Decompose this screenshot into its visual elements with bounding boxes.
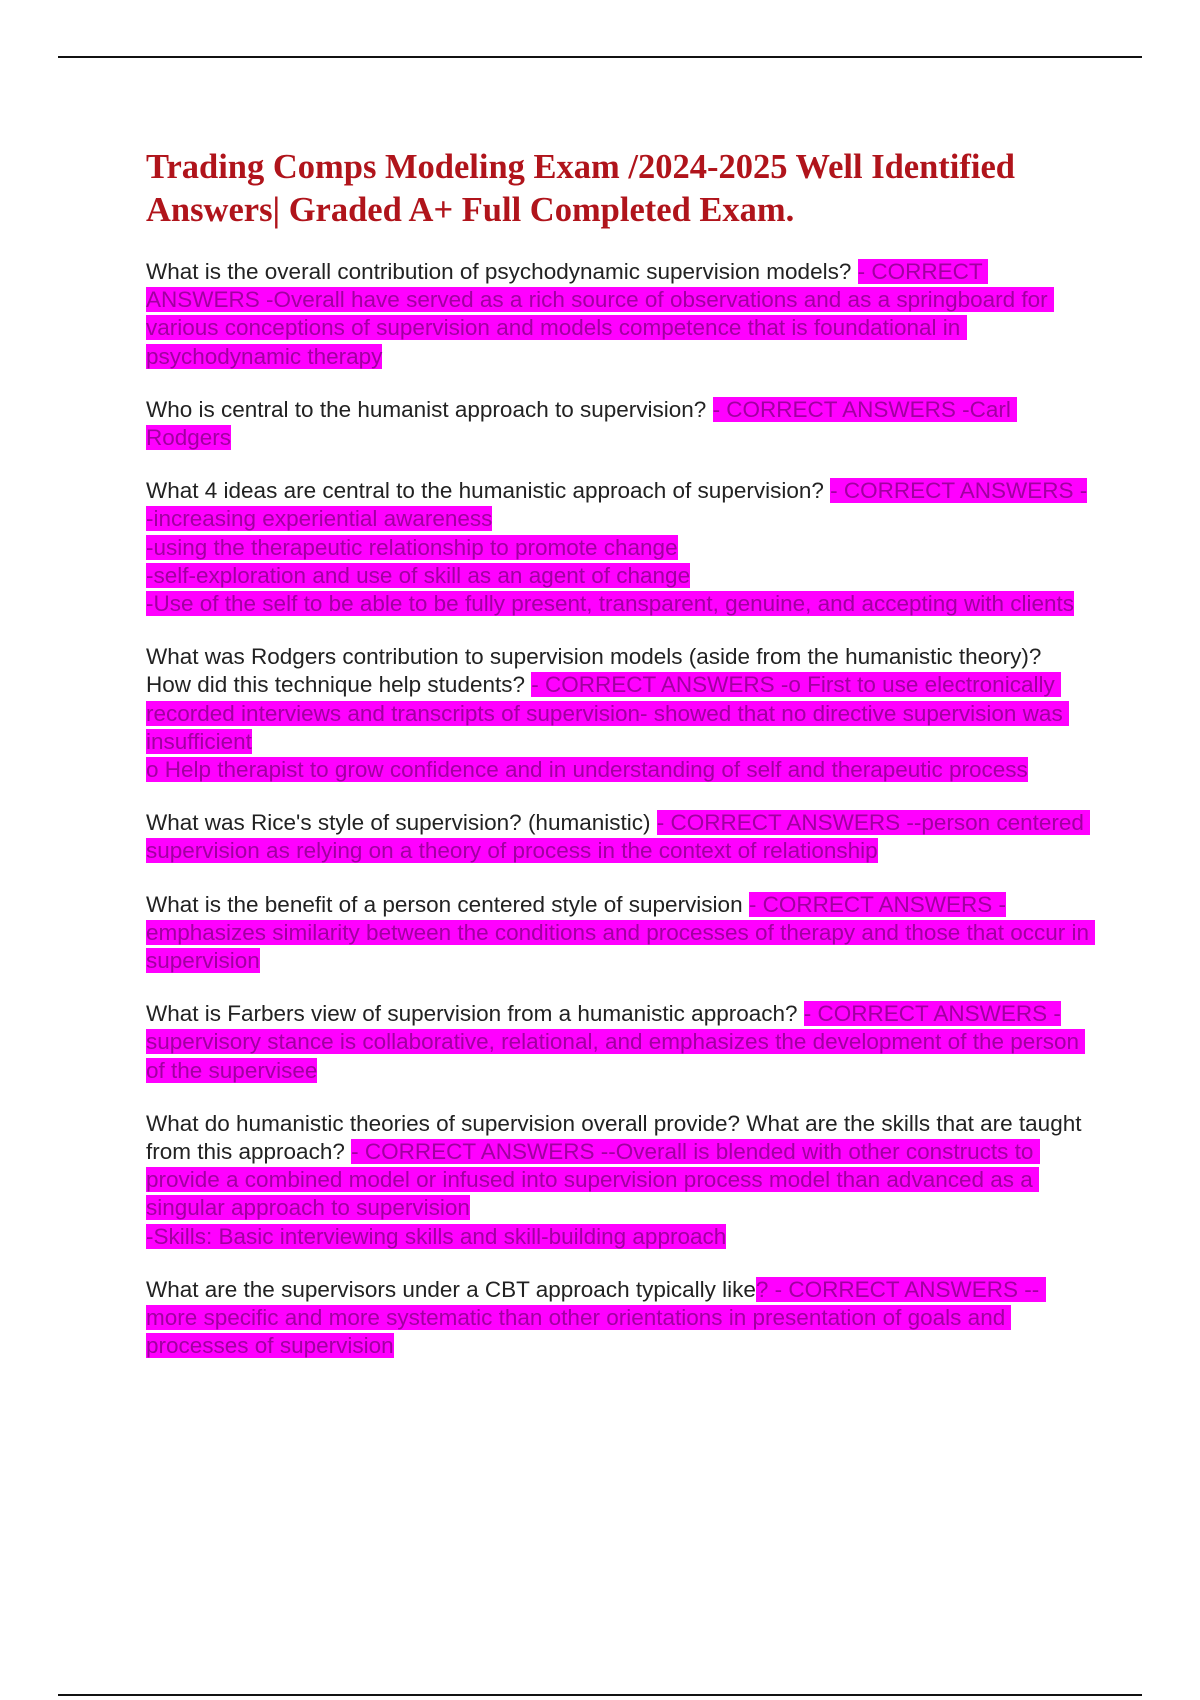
qa-item [146,809,1091,865]
question-text: What was Rice's style of supervision? (humanistic) [146,810,657,836]
answer-text: - CORRECT ANSWERS --Overall is blended with other constructs to provide a combined model or infused into supervision process model than advanced as a singular approach to supervision -Skills: Basic interviewing skills and skill-building approach [146,1139,1040,1249]
qa-item [146,1110,1091,1251]
answer-text: - CORRECT ANSWERS -Carl Rodgers [146,396,1018,451]
bottom-rule [58,1694,1142,1696]
document-title: Trading Comps Modeling Exam /2024-2025 Well Identified Answers| Graded A+ Full Completed Exam. [146,148,1015,229]
document-body [146,146,1096,1386]
answer-text: ? - CORRECT ANSWERS -- more specific and more systematic than other orientations in presentation of goals and processes of supervision [146,1276,1046,1359]
question-text: What 4 ideas are central to the humanistic approach of supervision? [146,478,831,504]
question-text: What is Farbers view of supervision from a humanistic approach? [146,1001,804,1027]
qa-item [146,1276,1091,1361]
qa-item [146,396,1091,452]
qa-item [146,477,1091,618]
answer-text: - CORRECT ANSWERS --person centered supervision as relying on a theory of process in the context of relationship [146,810,1091,864]
answer-text: - CORRECT ANSWERS -emphasizes similarity between the conditions and processes of therapy and those that occur in supervision [146,891,1096,974]
answer-text: - CORRECT ANSWERS -o First to use electronically recorded interviews and transcripts of supervision- showed that no directive supervision was insufficient o Help therapist to grow confidence and in understanding of self and therapeutic process [146,672,1069,782]
top-rule [58,56,1142,58]
answer-text: - CORRECT ANSWERS -Overall have served as a rich source of observations and as a springboard for various conceptions of supervision and models competence that is foundational in psychodynamic therapy [146,259,1054,369]
qa-item [146,258,1091,371]
question-text: Who is central to the humanist approach to supervision? [146,396,713,422]
question-text: What is the benefit of a person centered style of supervision [146,891,749,917]
qa-item [146,1000,1091,1085]
question-text: What is the overall contribution of psychodynamic supervision models? [146,259,858,284]
answer-text: - CORRECT ANSWERS -supervisory stance is collaborative, relational, and emphasizes the development of the person of the supervisee [146,1001,1086,1083]
question-text: What do humanistic theories of supervision overall provide? What are the skills that are taught from this approach? [146,1110,1088,1165]
question-text: What are the supervisors under a CBT approach typically like [146,1276,756,1302]
answer-text: - CORRECT ANSWERS --increasing experiential awareness -using the therapeutic relationship to promote change -self-exploration and use of skill as an agent of change -Use of the self to be able to be fully present, transparent, genuine, and accepting with clients [146,478,1088,617]
qa-item [146,891,1096,976]
qa-item [146,643,1091,784]
question-text: What was Rodgers contribution to supervision models (aside from the humanistic theory)? How did this technique help students? [146,644,1048,698]
